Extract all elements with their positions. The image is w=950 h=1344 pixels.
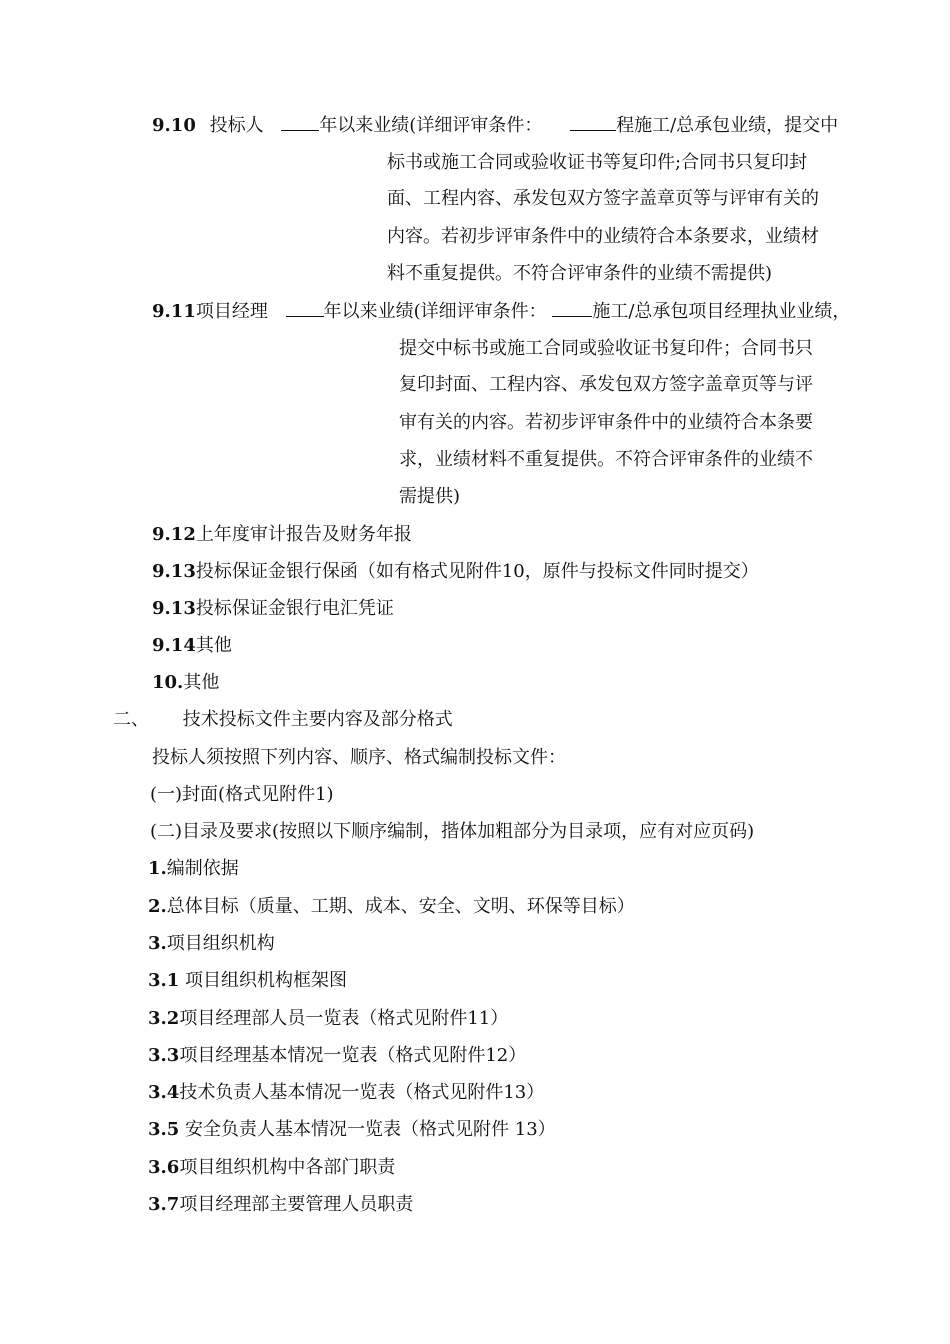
toc-number: 3.	[148, 933, 167, 954]
toc-number: 2.	[148, 896, 167, 917]
toc-item	[148, 1194, 413, 1216]
toc-number: 3.2	[148, 1008, 180, 1029]
item-continuation: 需提供)	[399, 486, 461, 507]
toc-number: 3.5	[148, 1119, 180, 1140]
item-10	[152, 672, 219, 694]
item-continuation: 求，业绩材料不重复提供。不符合评审条件的业绩不	[399, 449, 813, 470]
item-number: 9.11	[152, 301, 196, 322]
section-title: 技术投标文件主要内容及部分格式	[182, 709, 453, 730]
toc-text: 总体目标（质量、工期、成本、安全、文明、环保等目标）	[166, 896, 635, 917]
item-text: 程施工/总承包业绩，提交中	[616, 115, 839, 136]
toc-text: 项目组织机构中各部门职责	[179, 1157, 396, 1178]
toc-text: 项目经理部主要管理人员职责	[179, 1194, 414, 1215]
section-heading	[113, 709, 453, 731]
item-label: 项目经理	[195, 301, 268, 322]
blank-field	[281, 114, 319, 131]
item-9-11-line	[152, 300, 850, 323]
toc-text: 安全负责人基本情况一览表（格式见附件 13）	[179, 1119, 556, 1140]
toc-item	[148, 1157, 395, 1179]
item-text: 投标保证金银行保函（如有格式见附件10，原件与投标文件同时提交）	[195, 561, 759, 582]
item-text: 年以来业绩(详细评审条件：	[319, 115, 543, 136]
section-number: 二、	[113, 709, 149, 730]
item-9-13-guarantee	[152, 561, 759, 583]
toc-text: 项目经理基本情况一览表（格式见附件12）	[179, 1045, 527, 1066]
toc-number: 3.6	[148, 1157, 180, 1178]
item-number: 10.	[152, 672, 184, 693]
item-number: 9.10	[152, 115, 196, 136]
item-label: 投标人	[209, 115, 264, 136]
toc-number: 1.	[148, 858, 167, 879]
blank-field	[552, 300, 592, 317]
cover-paragraph: (一)封面(格式见附件1)	[150, 784, 334, 805]
toc-number: 3.4	[148, 1082, 180, 1103]
toc-item	[148, 896, 635, 918]
toc-text: 编制依据	[166, 858, 239, 879]
toc-item	[148, 970, 347, 992]
toc-paragraph: (二)目录及要求(按照以下顺序编制，揩体加粗部分为目录项，应有对应页码)	[150, 821, 755, 842]
item-continuation: 复印封面、工程内容、承发包双方签字盖章页等与评	[399, 374, 813, 395]
section-intro: 投标人须按照下列内容、顺序、格式编制投标文件：	[152, 747, 566, 768]
item-continuation: 标书或施工合同或验收证书等复印件;合同书只复印封	[387, 152, 808, 173]
toc-item	[148, 933, 275, 955]
item-9-12	[152, 524, 412, 546]
item-number: 9.13	[152, 561, 196, 582]
item-9-10-line	[152, 114, 838, 137]
toc-item	[148, 1119, 556, 1141]
item-9-13-remittance	[152, 598, 394, 620]
item-text: 年以来业绩(详细评审条件：	[323, 301, 547, 322]
item-continuation: 料不重复提供。不符合评审条件的业绩不需提供)	[387, 263, 773, 284]
toc-text: 项目组织机构框架图	[179, 970, 348, 991]
toc-text: 技术负责人基本情况一览表（格式见附件13）	[179, 1082, 545, 1103]
item-continuation: 提交中标书或施工合同或验收证书复印件；合同书只	[399, 338, 813, 359]
item-text: 施工/总承包项目经理执业业绩，	[592, 301, 851, 322]
item-9-14	[152, 635, 232, 657]
toc-number: 3.1	[148, 970, 180, 991]
item-number: 9.12	[152, 524, 196, 545]
item-number: 9.14	[152, 635, 196, 656]
toc-item	[148, 1008, 508, 1030]
item-continuation: 内容。若初步评审条件中的业绩符合本条要求，业绩材	[387, 226, 819, 247]
blank-field	[286, 300, 324, 317]
item-continuation: 面、工程内容、承发包双方签字盖章页等与评审有关的	[387, 188, 819, 209]
item-text: 上年度审计报告及财务年报	[195, 524, 412, 545]
toc-item	[148, 1045, 526, 1067]
item-text: 其他	[195, 635, 232, 656]
blank-field	[570, 114, 616, 131]
item-number: 9.13	[152, 598, 196, 619]
toc-item	[148, 858, 239, 880]
toc-text: 项目组织机构	[166, 933, 275, 954]
toc-number: 3.3	[148, 1045, 180, 1066]
toc-item	[148, 1082, 544, 1104]
toc-text: 项目经理部人员一览表（格式见附件11）	[179, 1008, 509, 1029]
item-text: 投标保证金银行电汇凭证	[195, 598, 394, 619]
item-continuation: 审有关的内容。若初步评审条件中的业绩符合本条要	[399, 412, 813, 433]
toc-number: 3.7	[148, 1194, 180, 1215]
item-text: 其他	[183, 672, 220, 693]
